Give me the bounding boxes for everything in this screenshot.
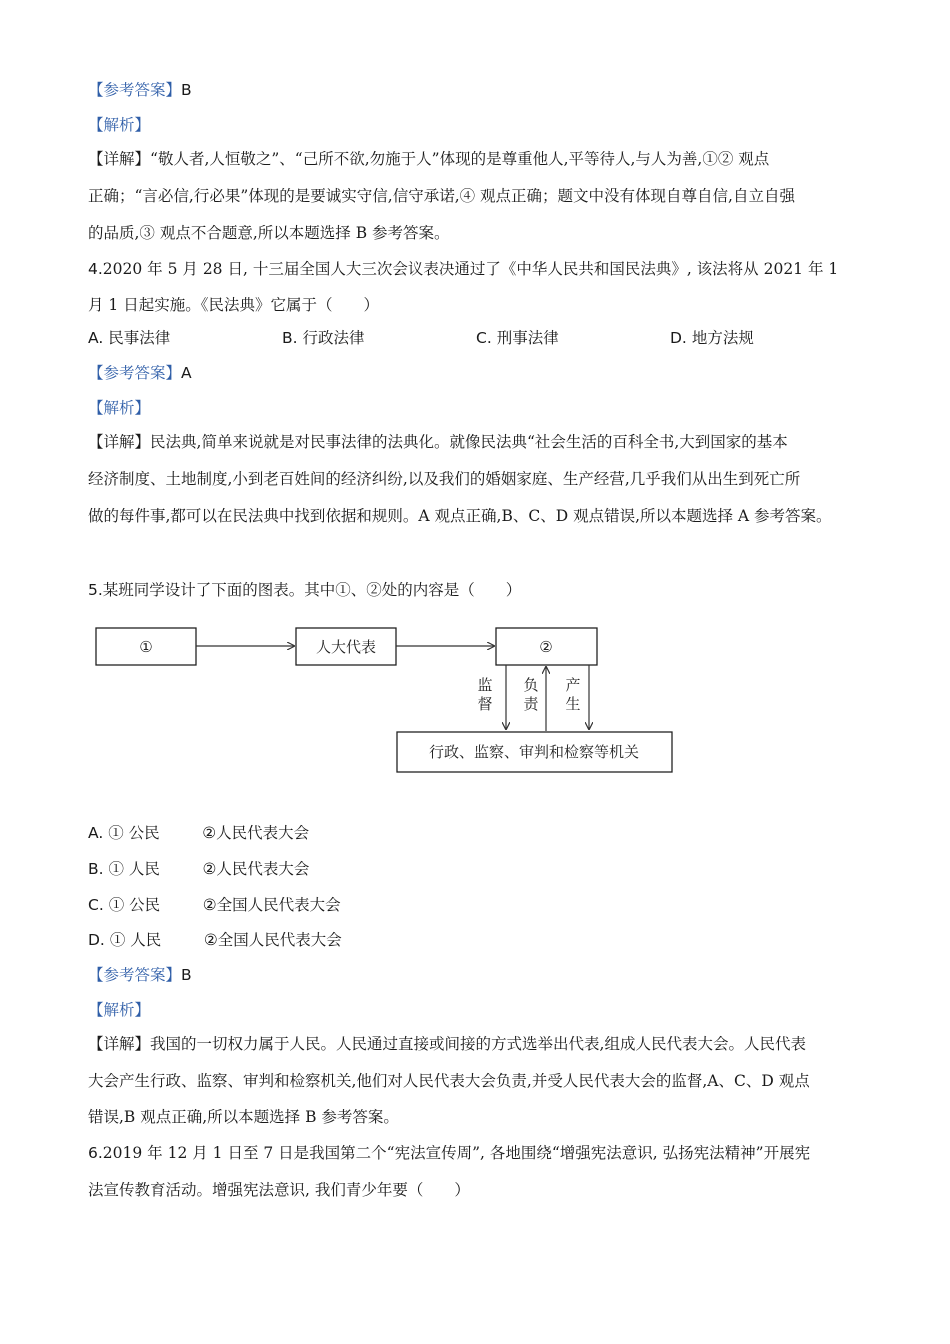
diagram-box-2 <box>296 628 396 665</box>
diagram-box-1 <box>96 628 196 665</box>
box-2-label: 人大代表 <box>315 638 377 656</box>
answer-label: 【参考答案】 <box>88 364 182 382</box>
answer-value: B <box>181 966 192 984</box>
q5-option-c[interactable]: C. ① 公民 ②全国人民代表大会 <box>88 896 341 914</box>
q3-detail-line-3: 的品质,③ 观点不合题意,所以本题选择 B 参考答案。 <box>88 224 450 242</box>
q6-stem-line-1: 6.2019 年 12 月 1 日至 7 日是我国第二个“宪法宣传周”, 各地围绕“增强宪法意识, 弘扬宪法精神”开展宪 <box>88 1144 811 1162</box>
q4-option-a[interactable]: A. 民事法律 <box>88 329 171 347</box>
q6-stem-line-2: 法宣传教育活动。增强宪法意识, 我们青少年要（ ） <box>88 1181 470 1199</box>
label-produce <box>565 676 580 713</box>
label-produce-char-2: 生 <box>565 695 581 713</box>
label-supervise-char-2: 督 <box>477 695 493 713</box>
label-responsible-char-2: 责 <box>523 695 539 713</box>
q4-stem-line-2: 月 1 日起实施。《民法典》它属于（ ） <box>88 296 379 314</box>
q4-option-c[interactable]: C. 刑事法律 <box>476 329 559 347</box>
label-produce-char-1: 产 <box>565 676 581 694</box>
answer-value: B <box>181 81 192 99</box>
q3-analysis-label: 【解析】 <box>88 116 151 134</box>
box-4-label: 行政、监察、审判和检察等机关 <box>428 743 640 761</box>
q5-analysis-label: 【解析】 <box>88 1001 151 1019</box>
label-responsible-char-1: 负 <box>523 676 539 694</box>
box-1-label: ① <box>139 638 153 656</box>
q4-option-d[interactable]: D. 地方法规 <box>670 329 754 347</box>
q5-detail-line-1: 【详解】我国的一切权力属于人民。人民通过直接或间接的方式选举出代表,组成人民代表大会。人民代表 <box>88 1035 806 1053</box>
detail-label: 【详解】 <box>88 433 151 451</box>
question-number: 6. <box>88 1144 103 1162</box>
q5-option-a[interactable]: A. ① 公民 ②人民代表大会 <box>88 824 310 842</box>
detail-label: 【详解】 <box>88 150 151 168</box>
q5-stem: 5.某班同学设计了下面的图表。其中①、②处的内容是（ ） <box>88 581 522 599</box>
label-supervise-char-1: 监 <box>477 676 493 694</box>
q5-detail-line-3: 错误,B 观点正确,所以本题选择 B 参考答案。 <box>88 1108 399 1126</box>
diagram-box-4 <box>397 732 672 772</box>
q4-detail-line-1: 【详解】民法典,简单来说就是对民事法律的法典化。就像民法典“社会生活的百科全书,大到国家的基本 <box>88 433 788 451</box>
q3-detail-line-1: 【详解】“敬人者,人恒敬之”、“己所不欲,勿施于人”体现的是尊重他人,平等待人,与人为善,①② 观点 <box>88 150 770 168</box>
diagram-box-3 <box>496 628 597 665</box>
question-number: 5. <box>88 581 103 599</box>
q4-detail-line-2: 经济制度、土地制度,小到老百姓间的经济纠纷,以及我们的婚姻家庭、生产经营,几乎我们从出生到死亡所 <box>88 470 801 488</box>
q5-answer-line <box>88 964 192 986</box>
q5-detail-line-2: 大会产生行政、监察、审判和检察机关,他们对人民代表大会负责,并受人民代表大会的监督,A、C、D 观点 <box>88 1072 810 1090</box>
q3-detail-line-2: 正确；“言必信,行必果”体现的是要诚实守信,信守承诺,④ 观点正确；题文中没有体现自尊自信,自立自强 <box>88 187 795 205</box>
answer-value: A <box>181 364 192 382</box>
label-supervise <box>477 676 492 713</box>
label-responsible <box>523 676 539 713</box>
answer-label: 【参考答案】 <box>88 81 182 99</box>
detail-label: 【详解】 <box>88 1035 151 1053</box>
q4-detail-line-3: 做的每件事,都可以在民法典中找到依据和规则。A 观点正确,B、C、D 观点错误,所以本题选择 A 参考答案。 <box>88 507 832 525</box>
q4-stem-line-1: 4.2020 年 5 月 28 日, 十三届全国人大三次会议表决通过了《中华人民共和国民法典》, 该法将从 2021 年 1 <box>88 260 839 278</box>
box-3-label: ② <box>539 638 553 656</box>
answer-label: 【参考答案】 <box>88 966 182 984</box>
q4-analysis-label: 【解析】 <box>88 399 151 417</box>
question-number: 4. <box>88 260 103 278</box>
q5-option-d[interactable]: D. ① 人民 ②全国人民代表大会 <box>88 931 342 949</box>
q5-option-b[interactable]: B. ① 人民 ②人民代表大会 <box>88 860 310 878</box>
q4-option-b[interactable]: B. 行政法律 <box>282 329 365 347</box>
